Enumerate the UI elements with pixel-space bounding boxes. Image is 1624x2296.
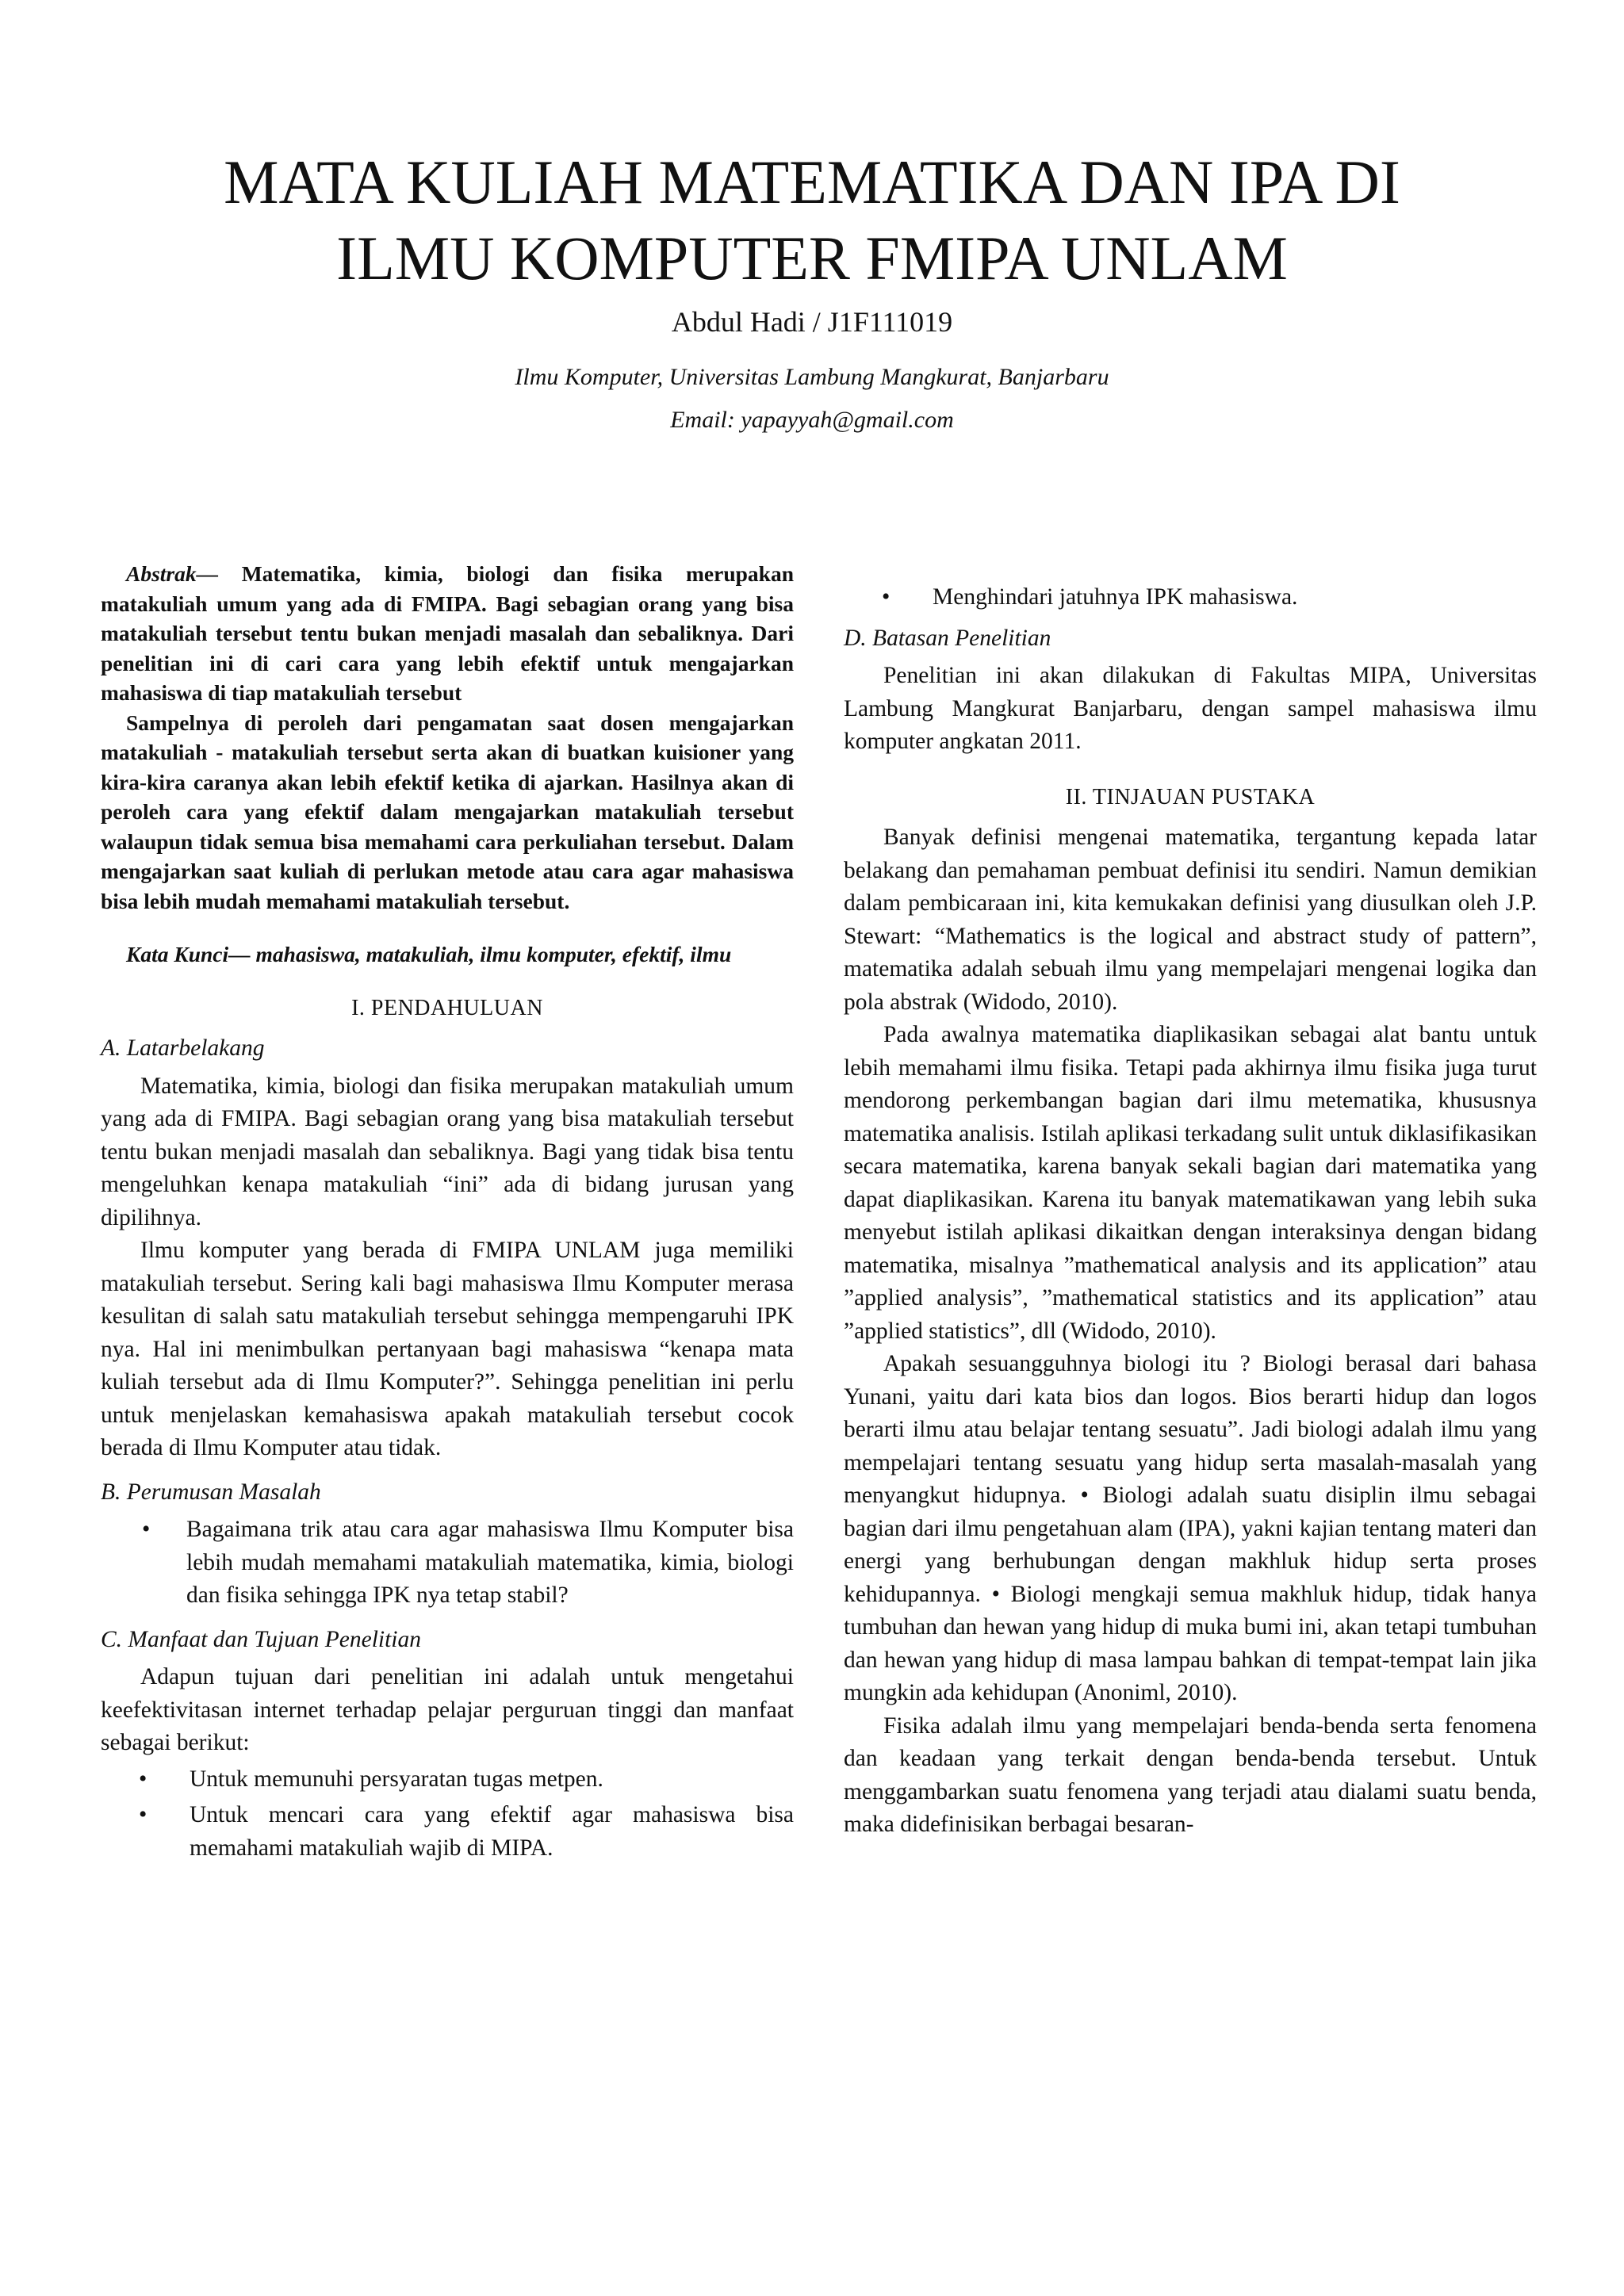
problem-list: [98, 1513, 794, 1613]
subsection-title-latarbelakang: A. Latarbelakang: [101, 1035, 265, 1061]
author-affiliation: Ilmu Komputer, Universitas Lambung Mangkurat, Banjarbaru: [515, 364, 1109, 390]
abstract-paragraph-2: Sampelnya di peroleh dari pengamatan saat dosen mengajarkan matakuliah - matakuliah tersebut serta akan di buatkan kuisioner yang kira-kira caranya akan lebih efektif ketika di ajarkan. Hasilnya akan di peroleh cara yang efektif dalam mengajarkan matakuliah tersebut walaupun tidak semua bisa memahami cara perkuliahan tersebut. Dalam mengajarkan saat kuliah di perlukan metode atau cara agar mahasiswa bisa lebih mudah memahami matakuliah tersebut.: [101, 710, 794, 913]
bullet-icon: •: [882, 584, 891, 610]
keywords-label: Kata Kunci—: [126, 942, 251, 966]
bullet-icon: •: [139, 1766, 147, 1792]
list-item-text: Menghindari jatuhnya IPK mahasiswa.: [933, 584, 1298, 610]
abstract-paragraph-1: [101, 559, 794, 708]
title-line-1: MATA KULIAH MATEMATIKA DAN IPA DI: [224, 147, 1400, 216]
author-email: Email: yapayyah@gmail.com: [670, 407, 954, 433]
abstract-label: Abstrak—: [126, 561, 219, 586]
right-column: [844, 559, 1537, 1842]
list-item-text: Untuk mencari cara yang efektif agar mahasiswa bisa memahami matakuliah wajib di MIPA.: [190, 1802, 794, 1861]
paragraph: Matematika, kimia, biologi dan fisika merupakan matakuliah umum yang ada di FMIPA. Bagi sebagian orang yang bisa matakuliah tersebut tentu bukan menjadi masalah dan sebaliknya. Bagi yang tidak bisa tentu mengeluhkan kenapa matakuliah “ini” ada di bidang jurusan yang dipilihnya.: [101, 1073, 794, 1230]
list-item: [101, 1763, 794, 1797]
paragraph: Apakah sesuangguhnya biologi itu ? Biologi berasal dari bahasa Yunani, yaitu dari kata bios dan logos. Bios berarti hidup dan logos berarti ilmu atau belajar tentang sesuatu”. Jadi biologi adalah ilmu yang mempelajari tentang sesuatu yang hidup serta masalah-masalah yang menyangkut hidupnya. • Biologi adalah suatu disiplin ilmu sebagai bagian dari ilmu pengetahuan alam (IPA), yakni kajian tentang materi dan energi yang berhubungan dengan makhluk hidup serta proses kehidupannya. • Biologi mengkaji semua makhluk hidup, tidak hanya tumbuhan dan hewan yang hidup di muka bumi ini, akan tetapi tumbuhan dan hewan yang hidup di masa lampau bahkan di tempat-tempat lain jika mungkin ada kehidupan (Anoniml, 2010).: [844, 1351, 1537, 1705]
list-item-text: Bagaimana trik atau cara agar mahasiswa Ilmu Komputer bisa lebih mudah memahami matakuliah matematika, kimia, biologi dan fisika sehingga IPK nya tetap stabil?: [186, 1517, 794, 1608]
paragraph: Adapun tujuan dari penelitian ini adalah untuk mengetahui keefektivitasan internet terhadap pelajar perguruan tinggi dan manfaat sebagai berikut:: [101, 1664, 794, 1755]
list-item: [844, 581, 1537, 614]
paragraph: Banyak definisi mengenai matematika, tergantung kepada latar belakang dan pemahaman pembuat definisi itu sendiri. Namun demikian dalam pembicaraan ini, kita kemukakan definisi yang diusulkan oleh J.P. Stewart: “Mathematics is the logical and abstract study of pattern”, matematika adalah sebuah ilmu yang mempelajari mengenai logika dan pola abstrak (Widodo, 2010).: [844, 825, 1537, 1015]
paragraph: Fisika adalah ilmu yang mempelajari benda-benda serta fenomena dan keadaan yang terkait dengan benda-benda tersebut. Untuk menggambarkan suatu fenomena yang terjadi atau dialami suatu benda, maka didefinisikan berbagai besaran-: [844, 1712, 1537, 1837]
keywords-text: mahasiswa, matakuliah, ilmu komputer, efektif, ilmu: [255, 942, 732, 966]
list-item: [101, 1799, 794, 1865]
keywords: [101, 939, 794, 970]
section-heading-pendahuluan: I. PENDAHULUAN: [351, 995, 543, 1020]
goals-list: [101, 1763, 794, 1866]
bullet-icon: •: [139, 1802, 147, 1827]
subsection-title-batasan: D. Batasan Penelitian: [844, 625, 1051, 651]
title-line-2: ILMU KOMPUTER FMIPA UNLAM: [336, 224, 1288, 293]
abstract-text-1: Matematika, kimia, biologi dan fisika merupakan matakuliah umum yang ada di FMIPA. Bagi sebagian orang yang bisa matakuliah tersebut tentu bukan menjadi masalah dan sebaliknya. Dari penelitian ini di cari cara yang lebih efektif untuk mengajarkan mahasiswa di tiap matakuliah tersebut: [101, 561, 794, 705]
paragraph: Penelitian ini akan dilakukan di Fakultas MIPA, Universitas Lambung Mangkurat Banjarbaru, dengan sampel mahasiswa ilmu komputer angkatan 2011.: [844, 663, 1537, 754]
subsection-title-perumusan-masalah: B. Perumusan Masalah: [101, 1479, 321, 1505]
paper-title: [0, 144, 1624, 297]
paragraph: Ilmu komputer yang berada di FMIPA UNLAM juga memiliki matakuliah tersebut. Sering kali bagi mahasiswa Ilmu Komputer merasa kesulitan di salah satu matakuliah tersebut sehingga mempengaruhi IPK nya. Hal ini menimbulkan pertanyaan bagi mahasiswa “kenapa mata kuliah tersebut ada di Ilmu Komputer?”. Sehingga penelitian ini perlu untuk menjelaskan kemahasiswa apakah matakuliah tersebut cocok berada di Ilmu Komputer atau tidak.: [101, 1238, 794, 1460]
bullet-icon: •: [142, 1517, 151, 1542]
list-item: [98, 1513, 794, 1613]
list-item-text: Untuk memunuhi persyaratan tugas metpen.: [190, 1766, 603, 1792]
subsection-title-manfaat-tujuan: C. Manfaat dan Tujuan Penelitian: [101, 1626, 421, 1652]
author-name: Abdul Hadi / J1F111019: [671, 306, 953, 338]
section-heading-tinjauan-pustaka: II. TINJAUAN PUSTAKA: [1065, 784, 1316, 809]
left-column: [101, 559, 794, 1869]
paragraph: Pada awalnya matematika diaplikasikan sebagai alat bantu untuk lebih memahami ilmu fisika. Tetapi pada akhirnya ilmu fisika juga turut mendorong perkembangan bagian dari ilmu metematika, khususnya matematika analisis. Istilah aplikasi terkadang sulit untuk diklasifikasikan secara matematika, karena banyak sekali bagian dari matematika yang dapat diaplikasikan. Karena itu banyak matematikawan yang lebih suka menyebut istilah aplikasi dikaitkan dengan interaksinya dengan bidang matematika, misalnya ”mathematical analysis and its application” atau ”applied analysis”, ”mathematical statistics and its application” atau ”applied statistics”, dll (Widodo, 2010).: [844, 1022, 1537, 1344]
abstract: [101, 559, 794, 916]
goals-list-continued: [844, 581, 1537, 614]
